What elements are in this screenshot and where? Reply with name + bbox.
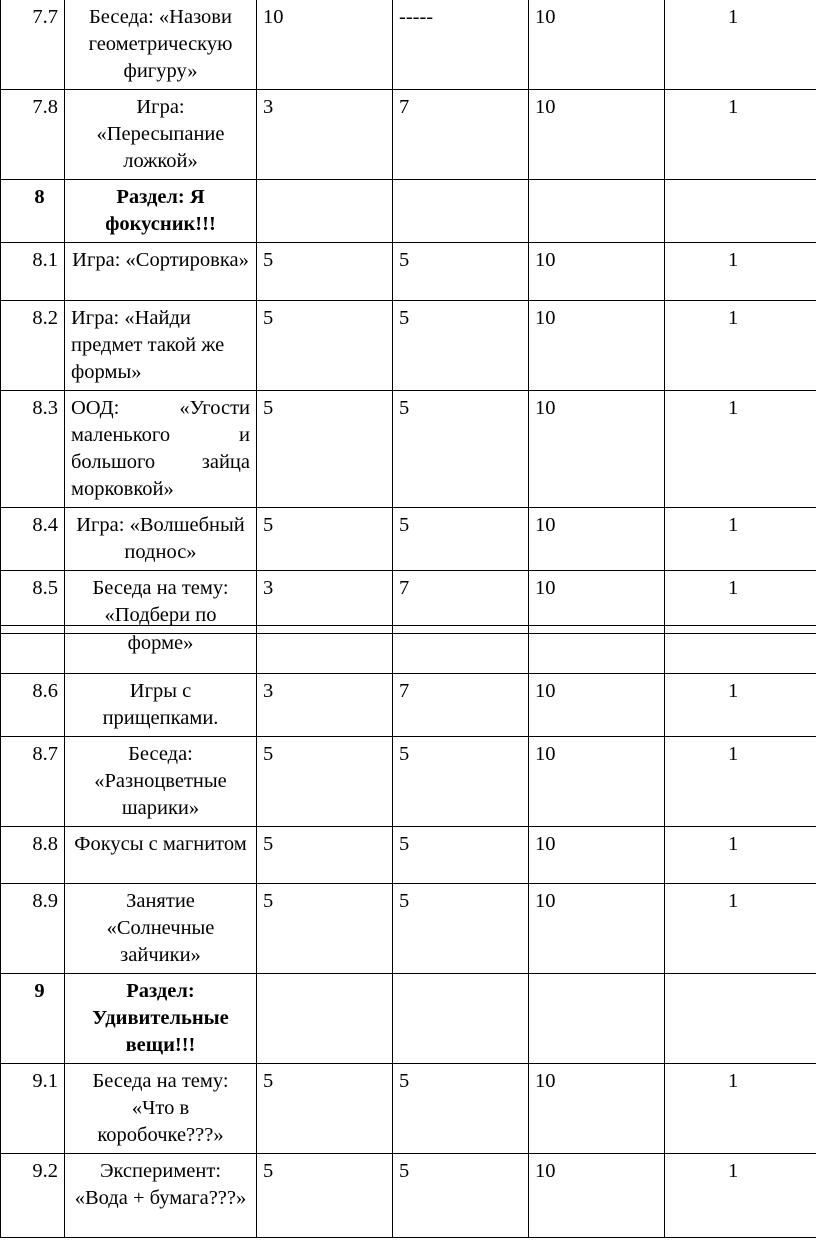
row-number: 8.8 — [1, 827, 65, 884]
table-row — [1, 626, 816, 674]
table-row — [1, 1064, 816, 1154]
table-row — [1, 884, 816, 974]
row-number: 8.5 — [1, 571, 65, 634]
row-value-1: 3 — [257, 674, 393, 737]
row-number: 7.7 — [1, 0, 65, 90]
row-number: 9.1 — [1, 1064, 65, 1154]
section-row — [1, 974, 816, 1064]
row-title: Игра: «Пересыпание ложкой» — [65, 90, 257, 180]
table-row — [1, 0, 816, 90]
row-value-4 — [665, 180, 816, 243]
row-value-2: 5 — [393, 508, 529, 571]
row-value-3: 10 — [529, 90, 665, 180]
row-value-3: 10 — [529, 1154, 665, 1238]
row-value-4: 1 — [665, 391, 816, 508]
row-value-3: 10 — [529, 1064, 665, 1154]
row-value-1: 5 — [257, 391, 393, 508]
row-value-4: 1 — [665, 827, 816, 884]
row-number: 9.2 — [1, 1154, 65, 1238]
row-value-3: 10 — [529, 508, 665, 571]
row-value-1: 3 — [257, 90, 393, 180]
row-value-3: 10 — [529, 827, 665, 884]
row-number: 7.8 — [1, 90, 65, 180]
row-number: 8.4 — [1, 508, 65, 571]
row-title: Беседа на тему: «Что в коробочке???» — [65, 1064, 257, 1154]
row-value-1: 5 — [257, 827, 393, 884]
row-number: 8.2 — [1, 301, 65, 391]
row-value-2: 5 — [393, 737, 529, 827]
row-value-3: 10 — [529, 737, 665, 827]
row-title: Беседа: «Разноцветные шарики» — [65, 737, 257, 827]
table-row — [1, 391, 816, 508]
row-number: 8.3 — [1, 391, 65, 508]
row-value-1: 5 — [257, 1064, 393, 1154]
row-value-4: 1 — [665, 1064, 816, 1154]
schedule-table-part-2 — [0, 625, 816, 1238]
row-value-3: 10 — [529, 391, 665, 508]
row-title: Игра: «Сортировка» — [65, 243, 257, 301]
row-value-4 — [665, 974, 816, 1064]
row-title: Раздел: Я фокусник!!! — [65, 180, 257, 243]
row-value-3: 10 — [529, 0, 665, 90]
row-title: Игры с прищепками. — [65, 674, 257, 737]
row-title: Раздел: Удивительные вещи!!! — [65, 974, 257, 1064]
row-value-1: 5 — [257, 737, 393, 827]
row-value-2: 5 — [393, 1154, 529, 1238]
row-value-2: ----- — [393, 0, 529, 90]
row-title: ООД: «Угости маленького и большого зайца морковкой» — [65, 391, 257, 508]
row-value-3: 10 — [529, 884, 665, 974]
row-value-3: 10 — [529, 301, 665, 391]
row-value-4: 1 — [665, 571, 816, 634]
row-value-2: 5 — [393, 884, 529, 974]
row-value-1: 5 — [257, 301, 393, 391]
table-row — [1, 243, 816, 301]
row-value-2 — [393, 974, 529, 1064]
row-value-3 — [529, 626, 665, 674]
table-row — [1, 827, 816, 884]
row-value-1: 5 — [257, 1154, 393, 1238]
row-value-2: 5 — [393, 391, 529, 508]
row-title: Фокусы с магнитом — [65, 827, 257, 884]
row-title: Эксперимент: «Вода + бумага???» — [65, 1154, 257, 1238]
row-value-1 — [257, 180, 393, 243]
row-title: Беседа: «Назови геометрическую фигуру» — [65, 0, 257, 90]
row-title: форме» — [65, 626, 257, 674]
row-value-1: 10 — [257, 0, 393, 90]
row-value-2 — [393, 180, 529, 243]
row-title: Игра: «Найди предмет такой же формы» — [65, 301, 257, 391]
row-value-2: 7 — [393, 674, 529, 737]
row-title: Занятие «Солнечные зайчики» — [65, 884, 257, 974]
table-row — [1, 1154, 816, 1238]
row-value-1 — [257, 626, 393, 674]
row-value-2 — [393, 626, 529, 674]
row-value-4: 1 — [665, 674, 816, 737]
row-number: 8 — [1, 180, 65, 243]
row-value-4: 1 — [665, 90, 816, 180]
row-value-1: 3 — [257, 571, 393, 634]
row-value-4: 1 — [665, 737, 816, 827]
row-value-4: 1 — [665, 301, 816, 391]
row-number: 9 — [1, 974, 65, 1064]
table-row — [1, 737, 816, 827]
row-title: Беседа на тему: «Подбери по — [65, 571, 257, 634]
table-row — [1, 508, 816, 571]
row-value-4 — [665, 626, 816, 674]
row-value-3 — [529, 974, 665, 1064]
row-number: 8.6 — [1, 674, 65, 737]
row-value-3: 10 — [529, 571, 665, 634]
row-value-2: 5 — [393, 301, 529, 391]
row-value-4: 1 — [665, 243, 816, 301]
table-row — [1, 674, 816, 737]
row-value-4: 1 — [665, 1154, 816, 1238]
table-row — [1, 90, 816, 180]
row-value-3: 10 — [529, 674, 665, 737]
row-value-4: 1 — [665, 0, 816, 90]
row-number: 8.1 — [1, 243, 65, 301]
row-number — [1, 626, 65, 674]
row-value-2: 7 — [393, 571, 529, 634]
row-value-1 — [257, 974, 393, 1064]
row-number: 8.9 — [1, 884, 65, 974]
row-value-1: 5 — [257, 884, 393, 974]
row-value-4: 1 — [665, 508, 816, 571]
row-value-2: 5 — [393, 243, 529, 301]
row-value-4: 1 — [665, 884, 816, 974]
row-value-2: 7 — [393, 90, 529, 180]
section-row — [1, 180, 816, 243]
row-value-3 — [529, 180, 665, 243]
table-row — [1, 301, 816, 391]
row-value-3: 10 — [529, 243, 665, 301]
row-value-2: 5 — [393, 827, 529, 884]
row-title: Игра: «Волшебный поднос» — [65, 508, 257, 571]
row-value-2: 5 — [393, 1064, 529, 1154]
row-number: 8.7 — [1, 737, 65, 827]
row-value-1: 5 — [257, 508, 393, 571]
row-value-1: 5 — [257, 243, 393, 301]
